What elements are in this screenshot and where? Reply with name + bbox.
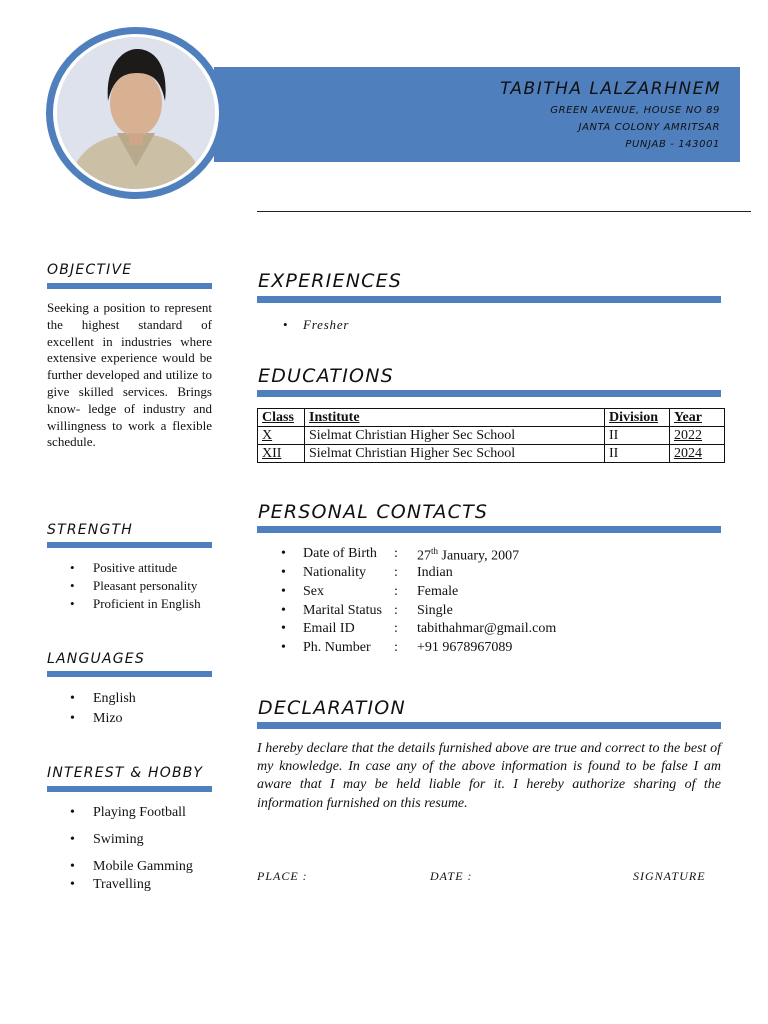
contact-value: Female	[417, 584, 459, 599]
experiences-bar	[257, 296, 721, 303]
interest-bar	[47, 786, 212, 792]
person-icon	[57, 37, 215, 189]
column-header-institute: Institute	[305, 409, 605, 427]
experience-item: • Fresher	[283, 317, 349, 333]
list-item: • Pleasant personality	[47, 577, 217, 595]
education-table	[257, 408, 725, 463]
signature-label: SIGNATURE	[633, 869, 706, 883]
objective-bar	[47, 283, 212, 289]
list-item: • Mobile Gamming	[47, 858, 227, 876]
contact-label: Marital Status	[303, 603, 382, 618]
educations-title: EDUCATIONS	[258, 365, 394, 387]
list-item: • Swiming	[47, 831, 227, 849]
contact-colon: :	[394, 546, 398, 561]
strength-title: STRENGTH	[47, 522, 134, 538]
table-cell: X	[258, 427, 305, 445]
objective-title: OBJECTIVE	[47, 262, 133, 278]
contact-label: Nationality	[303, 565, 366, 580]
languages-list	[47, 689, 217, 729]
table-cell: Sielmat Christian Higher Sec School	[305, 427, 605, 445]
table-cell: II	[605, 427, 670, 445]
objective-text: Seeking a position to represent the highest standard of excellent in industries where extensive experience would be further developed and utilize to give skilled services. Brings know- ledge of industry and willingness to work a flexible schedule.	[47, 300, 212, 450]
experiences-title: EXPERIENCES	[258, 270, 403, 292]
declaration-text: I hereby declare that the details furnished above are true and correct to the best of my knowledge. In case any of the above information is found to be false I am aware that I may be held liable for it. I hereby authorize sharing of the information furnished on this resume.	[257, 741, 721, 811]
table-cell: Sielmat Christian Higher Sec School	[305, 445, 605, 463]
list-item: • Playing Football	[47, 804, 227, 822]
contact-colon: :	[394, 603, 398, 618]
list-item: • Mizo	[47, 709, 217, 729]
address-line-1: GREEN AVENUE, HOUSE NO 89	[550, 105, 720, 116]
contact-value: tabithahmar@gmail.com	[417, 621, 557, 636]
list-item: • Positive attitude	[47, 559, 217, 577]
bullet-icon: •	[281, 546, 286, 561]
bullet-icon: •	[281, 621, 286, 636]
strength-list	[47, 559, 217, 613]
table-row	[258, 445, 725, 463]
bullet-icon: •	[281, 584, 286, 599]
header-divider	[257, 211, 751, 212]
table-row	[258, 427, 725, 445]
address-line-3: PUNJAB - 143001	[625, 139, 720, 150]
contact-value: 27th January, 2007	[417, 546, 520, 564]
interest-list	[47, 804, 227, 894]
place-label: PLACE :	[257, 869, 308, 883]
declaration-bar	[257, 722, 721, 729]
table-cell: II	[605, 445, 670, 463]
languages-bar	[47, 671, 212, 677]
contact-label: Email ID	[303, 621, 355, 636]
candidate-name: TABITHA LALZARHNEM	[500, 79, 721, 99]
address-line-2: JANTA COLONY AMRITSAR	[578, 122, 720, 133]
contact-row-phone	[257, 640, 657, 658]
table-cell: 2024	[670, 445, 725, 463]
contact-colon: :	[394, 640, 398, 655]
contact-colon: :	[394, 565, 398, 580]
contact-value: Single	[417, 603, 453, 618]
contact-label: Date of Birth	[303, 546, 377, 561]
bullet-icon: •	[281, 603, 286, 618]
declaration-title: DECLARATION	[258, 697, 406, 719]
list-item: • Travelling	[47, 876, 227, 894]
contact-value: +91 9678967089	[417, 640, 513, 655]
profile-photo	[57, 37, 215, 189]
contact-value: Indian	[417, 565, 453, 580]
table-cell: XII	[258, 445, 305, 463]
contact-colon: :	[394, 621, 398, 636]
bullet-icon: •	[281, 640, 286, 655]
strength-bar	[47, 542, 212, 548]
column-header-class: Class	[258, 409, 305, 427]
column-header-year: Year	[670, 409, 725, 427]
contact-row-sex	[257, 584, 657, 602]
table-cell: 2022	[670, 427, 725, 445]
bullet-icon: •	[281, 565, 286, 580]
languages-title: LANGUAGES	[47, 651, 145, 667]
contact-row-email	[257, 621, 657, 639]
table-header-row	[258, 409, 725, 427]
contact-label: Ph. Number	[303, 640, 371, 655]
interest-title: INTEREST & HOBBY	[47, 765, 204, 781]
date-label: DATE :	[430, 869, 473, 883]
contacts-bar	[257, 526, 721, 533]
contact-label: Sex	[303, 584, 324, 599]
contact-colon: :	[394, 584, 398, 599]
list-item: • English	[47, 689, 217, 709]
contact-row-dob	[257, 546, 657, 564]
list-item: • Proficient in English	[47, 595, 217, 613]
contact-row-marital	[257, 603, 657, 621]
column-header-division: Division	[605, 409, 670, 427]
educations-bar	[257, 390, 721, 397]
contacts-title: PERSONAL CONTACTS	[258, 501, 489, 523]
contact-row-nationality	[257, 565, 657, 583]
